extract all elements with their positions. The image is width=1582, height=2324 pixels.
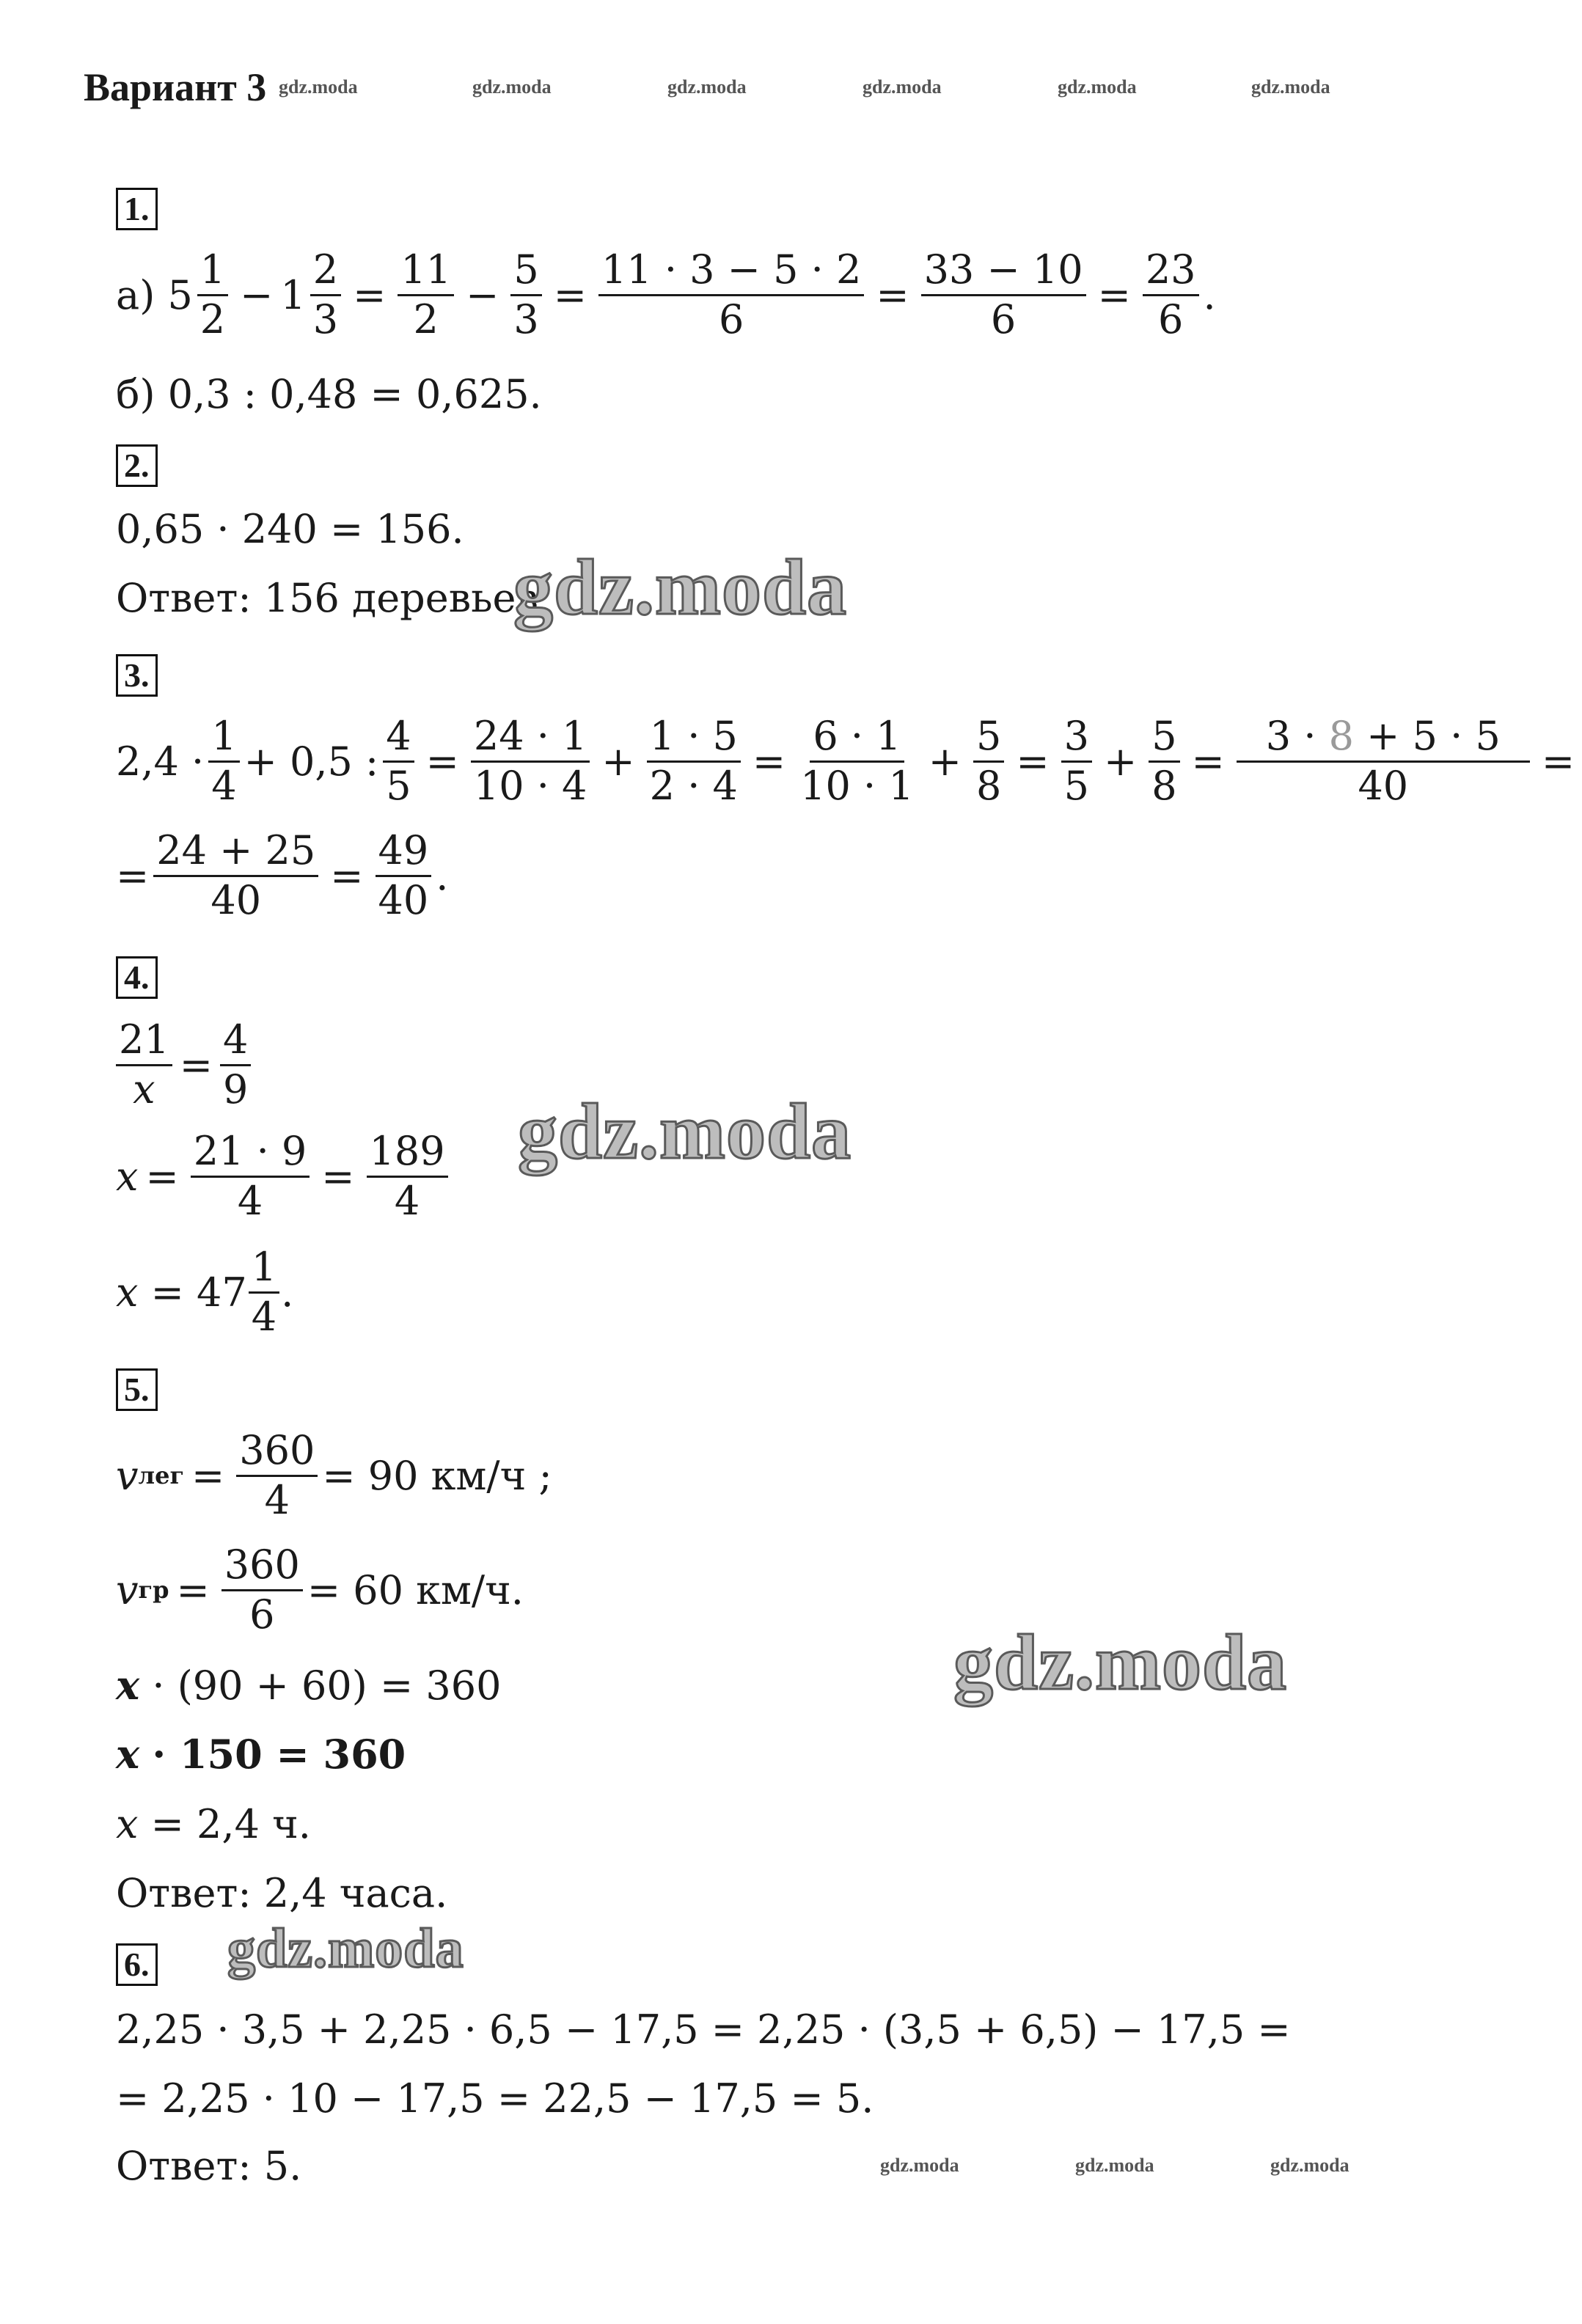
watermark-large: gdz.moda <box>953 1619 1288 1707</box>
denominator: 2 <box>413 296 439 342</box>
mixed-whole: = 47 <box>150 1269 247 1316</box>
numerator: 3 <box>1061 716 1092 763</box>
fraction <box>797 713 917 809</box>
operator: − <box>240 271 274 318</box>
task6-line-1: 2,25 · 3,5 + 2,25 · 6,5 − 17,5 = 2,25 · (3,5 + 6,5) − 17,5 = <box>116 2006 1291 2053</box>
expr-part: 2,4 · <box>116 738 205 785</box>
fraction <box>598 246 864 342</box>
operator: = <box>116 852 150 899</box>
watermark: gdz.moda <box>1270 2155 1350 2176</box>
denominator: 4 <box>394 1177 420 1224</box>
watermark: gdz.moda <box>1058 76 1137 98</box>
denominator: 9 <box>222 1066 249 1112</box>
denominator: 3 <box>312 296 339 342</box>
fraction <box>471 713 590 809</box>
expr-part: = 60 км/ч. <box>307 1566 524 1613</box>
expr-part: + 0,5 : <box>243 738 379 785</box>
numerator: 49 <box>376 830 432 877</box>
task-number-1: 1. <box>116 188 158 230</box>
watermark: gdz.moda <box>472 76 552 98</box>
fraction <box>191 1128 310 1224</box>
numerator: 24 · 1 <box>471 716 590 763</box>
denominator: 5 <box>386 762 411 809</box>
watermark-large: gdz.moda <box>513 544 848 631</box>
denominator: 40 <box>210 876 262 923</box>
denominator: 10 · 1 <box>800 762 914 809</box>
task5-line-2 <box>116 1542 524 1638</box>
fraction <box>1237 713 1530 809</box>
numerator: 189 <box>367 1131 448 1178</box>
numerator: 1 <box>197 249 228 296</box>
fraction <box>376 827 432 923</box>
numerator: 1 · 5 <box>647 716 741 763</box>
num-part-faded: 8 <box>1328 713 1355 759</box>
operator: = <box>752 738 786 785</box>
operator: = <box>553 271 587 318</box>
denominator: 4 <box>237 1177 263 1224</box>
numerator: 2 <box>310 249 341 296</box>
operator: = <box>1016 738 1050 785</box>
task3-line-2 <box>116 827 449 923</box>
numerator: 5 <box>973 716 1004 763</box>
operator: = <box>176 1566 210 1613</box>
expr-part: = 90 км/ч ; <box>322 1452 552 1499</box>
operator: = <box>179 1041 213 1088</box>
operator: = <box>321 1153 355 1200</box>
mixed-whole: 1 <box>280 271 306 318</box>
numerator: 1 <box>208 716 239 763</box>
numerator: 33 − 10 <box>921 249 1086 296</box>
numerator: 11 <box>398 249 454 296</box>
operator: + <box>1103 738 1138 785</box>
numerator: 1 <box>249 1247 279 1294</box>
watermark-large: gdz.moda <box>227 1918 464 1979</box>
watermark: gdz.moda <box>863 76 942 98</box>
mixed-whole: 5 <box>167 271 193 318</box>
fraction <box>973 713 1004 809</box>
task4-line-2 <box>116 1128 453 1224</box>
expr-part: · (90 + 60) = 360 <box>152 1662 502 1709</box>
fraction <box>236 1427 318 1523</box>
operator: + <box>601 738 635 785</box>
fraction <box>221 1542 303 1638</box>
task2-answer: Ответ: 156 деревьев. <box>116 575 552 621</box>
task2-line-1: 0,65 · 240 = 156. <box>116 506 464 552</box>
watermark: gdz.moda <box>667 76 747 98</box>
operator: = <box>145 1153 179 1200</box>
watermark-large: gdz.moda <box>518 1088 852 1176</box>
denominator: 6 <box>990 296 1017 342</box>
denominator: x <box>133 1066 155 1112</box>
numerator: 5 <box>1149 716 1179 763</box>
variable: v <box>116 1566 139 1613</box>
watermark: gdz.moda <box>1075 2155 1154 2176</box>
variable: x <box>116 1153 139 1200</box>
fraction <box>510 246 541 342</box>
numerator: 21 <box>116 1019 172 1066</box>
task-number-2: 2. <box>116 444 158 487</box>
task5-answer: Ответ: 2,4 часа. <box>116 1870 448 1916</box>
numerator: 6 · 1 <box>810 716 904 763</box>
fraction <box>647 713 741 809</box>
page-title: Вариант 3 <box>84 65 267 109</box>
expr-part: · 150 = 360 <box>152 1731 406 1778</box>
task1-line-b: б) 0,3 : 0,48 = 0,625. <box>116 371 542 417</box>
numerator: 24 + 25 <box>153 830 318 877</box>
task6-answer: Ответ: 5. <box>116 2143 302 2189</box>
operator: = <box>330 852 364 899</box>
task-number-5: 5. <box>116 1368 158 1411</box>
numerator: 21 · 9 <box>191 1131 310 1178</box>
task5-line-5 <box>116 1801 311 1847</box>
denominator: 8 <box>975 762 1002 809</box>
operator: = <box>425 738 459 785</box>
denominator: 10 · 4 <box>473 762 587 809</box>
period: . <box>436 852 449 899</box>
fraction <box>921 246 1086 342</box>
num-part: + 5 · 5 <box>1354 713 1501 759</box>
operator: = <box>876 271 909 318</box>
fraction <box>367 1128 448 1224</box>
task5-line-4 <box>116 1731 406 1778</box>
task-number-3: 3. <box>116 654 158 697</box>
subscript: лег <box>138 1462 185 1490</box>
watermark: gdz.moda <box>279 76 358 98</box>
subscript: гр <box>138 1576 169 1605</box>
task6-line-2: = 2,25 · 10 − 17,5 = 22,5 − 17,5 = 5. <box>116 2075 874 2122</box>
denominator: 5 <box>1063 762 1089 809</box>
expr-part: = 2,4 ч. <box>150 1801 311 1847</box>
denominator: 8 <box>1151 762 1177 809</box>
denominator: 6 <box>1158 296 1184 342</box>
denominator: 4 <box>264 1476 290 1523</box>
fraction <box>220 1016 251 1112</box>
task4-line-1 <box>116 1016 255 1112</box>
numerator: 4 <box>220 1019 251 1066</box>
fraction <box>249 1244 279 1340</box>
task-number-4: 4. <box>116 956 158 999</box>
period: . <box>281 1269 294 1316</box>
denominator: 3 <box>513 296 539 342</box>
fraction <box>1061 713 1092 809</box>
fraction <box>1149 713 1179 809</box>
task1-line-a <box>116 246 1216 342</box>
fraction <box>383 713 414 809</box>
denominator: 4 <box>251 1293 277 1340</box>
numerator: 360 <box>236 1430 318 1477</box>
numerator: 360 <box>221 1544 303 1591</box>
fraction <box>153 827 318 923</box>
variable: x <box>116 1662 140 1709</box>
fraction <box>197 246 228 342</box>
operator: = <box>1541 738 1575 785</box>
denominator: 2 <box>199 296 226 342</box>
operator: + <box>928 738 962 785</box>
variable: x <box>116 1731 140 1778</box>
denominator: 6 <box>718 296 744 342</box>
operator: = <box>1191 738 1225 785</box>
denominator: 40 <box>378 876 429 923</box>
numerator: 23 <box>1143 249 1199 296</box>
fraction <box>398 246 454 342</box>
denominator: 2 · 4 <box>649 762 738 809</box>
task3-line-1 <box>116 713 1582 809</box>
denominator: 4 <box>211 762 237 809</box>
watermark: gdz.moda <box>880 2155 959 2176</box>
period: . <box>1203 271 1216 318</box>
num-part: 3 · <box>1265 713 1329 759</box>
numerator: 4 <box>383 716 414 763</box>
numerator: 5 <box>510 249 541 296</box>
watermark: gdz.moda <box>1251 76 1330 98</box>
operator: − <box>466 271 499 318</box>
task5-line-1 <box>116 1427 552 1523</box>
numerator: 11 · 3 − 5 · 2 <box>598 249 864 296</box>
variable: x <box>116 1269 139 1316</box>
item-label: а) <box>116 271 155 318</box>
task4-line-3 <box>116 1244 294 1340</box>
operator: = <box>1097 271 1131 318</box>
operator: = <box>191 1452 225 1499</box>
fraction <box>1143 246 1199 342</box>
task-number-6: 6. <box>116 1943 158 1986</box>
fraction <box>116 1016 172 1112</box>
variable: x <box>116 1801 139 1847</box>
fraction <box>208 713 239 809</box>
fraction <box>310 246 341 342</box>
task5-line-3 <box>116 1662 502 1709</box>
variable: v <box>116 1452 139 1499</box>
numerator <box>1237 713 1530 763</box>
denominator: 6 <box>249 1591 275 1638</box>
operator: = <box>353 271 387 318</box>
denominator: 40 <box>1358 762 1409 809</box>
